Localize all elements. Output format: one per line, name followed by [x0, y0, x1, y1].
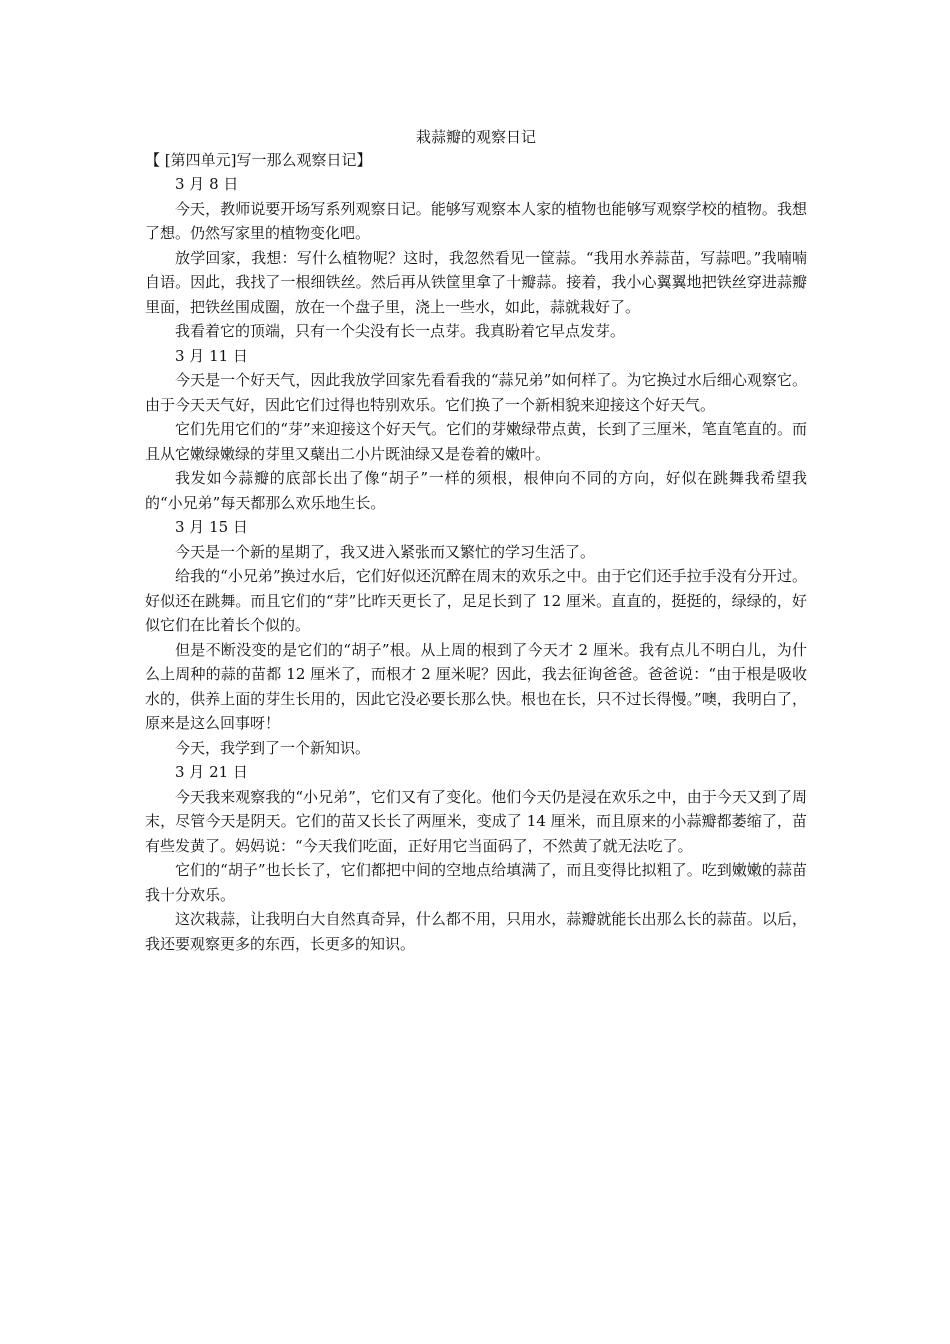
entry-paragraph: 它们先用它们的“芽”来迎接这个好天气。它们的芽嫩绿带点黄，长到了三厘米，笔直笔直的。而且从它嫩绿嫩绿的芽里又蘖出二小片既油绿又是卷着的嫩叶。 [145, 420, 807, 463]
entry-paragraph: 今天是一个新的星期了，我又进入紧张而又繁忙的学习生活了。 [175, 542, 596, 561]
entry-paragraph: 今天，我学到了一个新知识。 [175, 738, 371, 757]
diary-entry [145, 344, 807, 516]
entry-paragraph: 今天我来观察我的“小兄弟”，它们又有了变化。他们今天仍是浸在欢乐之中，由于今天又到了周末，尽管今天是阴天。它们的苗又长长了两厘米，变成了 14 厘米，而且原来的小蒜瓣都萎缩了，苗有些发黄了。妈妈说：“今天我们吃面，正好用它当面码了，不然黄了就无法吃了。 [145, 787, 807, 855]
document-title: 栽蒜瓣的观察日记 [415, 128, 536, 146]
entry-date: 3 月 15 日 [175, 518, 248, 536]
entry-date: 3 月 21 日 [175, 763, 248, 781]
entry-date: 3 月 8 日 [175, 175, 239, 193]
entry-paragraph: 今天是一个好天气，因此我放学回家先看看我的“蒜兄弟”如何样了。为它换过水后细心观察它。由于今天天气好，因此它们过得也特别欢乐。它们换了一个新相貌来迎接这个好天气。 [145, 371, 807, 414]
entry-paragraph: 今天，教师说要开场写系列观察日记。能够写观察本人家的植物也能够写观察学校的植物。我想了想。仍然写家里的植物变化吧。 [145, 199, 807, 242]
document-subtitle: 【 [第四单元]写一那么观察日记】 [145, 151, 372, 169]
entry-paragraph: 它们的“胡子”也长长了，它们都把中间的空地点给填满了，而且变得比拟粗了。吃到嫩嫩的蒜苗我十分欢乐。 [145, 861, 807, 904]
entry-date: 3 月 11 日 [175, 346, 248, 365]
entry-paragraph: 放学回家，我想：写什么植物呢？这时，我忽然看见一筐蒜。“我用水养蒜苗，写蒜吧。”我喃喃自语。因此，我找了一根细铁丝。然后再从铁筐里拿了十瓣蒜。接着，我小心翼翼地把铁丝穿进蒜瓣里面，把铁丝围成圈，放在一个盘子里，浇上一些水，如此，蒜就栽好了。 [145, 248, 807, 316]
entry-paragraph: 这次栽蒜，让我明白大自然真奇异，什么都不用，只用水，蒜瓣就能长出那么长的蒜苗。以后，我还要观察更多的东西，长更多的知识。 [145, 910, 807, 953]
diary-entry [145, 515, 807, 760]
entry-paragraph: 但是不断没变的是它们的“胡子”根。从上周的根到了今天才 2 厘米。我有点儿不明白儿，为什么上周种的蒜的苗都 12 厘米了，而根才 2 厘米呢？因此，我去征询爸爸。爸爸说：“由于根是吸收水的，供养上面的芽生长用的，因此它没必要长那么快。根也在长，只不过长得慢。”噢，我明白了，原来是这么回事呀！ [145, 640, 807, 732]
document-page [145, 126, 807, 956]
entry-paragraph: 我发如今蒜瓣的底部长出了像“胡子”一样的须根，根伸向不同的方向，好似在跳舞我希望我的“小兄弟”每天都那么欢乐地生长。 [145, 469, 807, 512]
diary-entry [145, 172, 807, 344]
entry-paragraph: 给我的“小兄弟”换过水后，它们好似还沉醉在周末的欢乐之中。由于它们还手拉手没有分开过。好似还在跳舞。而且它们的“芽”比昨天更长了，足足长到了 12 厘米。直直的，挺挺的，绿绿的，好似它们在比着长个似的。 [145, 567, 807, 634]
entry-paragraph: 我看着它的顶端，只有一个尖没有长一点芽。我真盼着它早点发芽。 [175, 322, 626, 340]
diary-entry [145, 760, 807, 956]
